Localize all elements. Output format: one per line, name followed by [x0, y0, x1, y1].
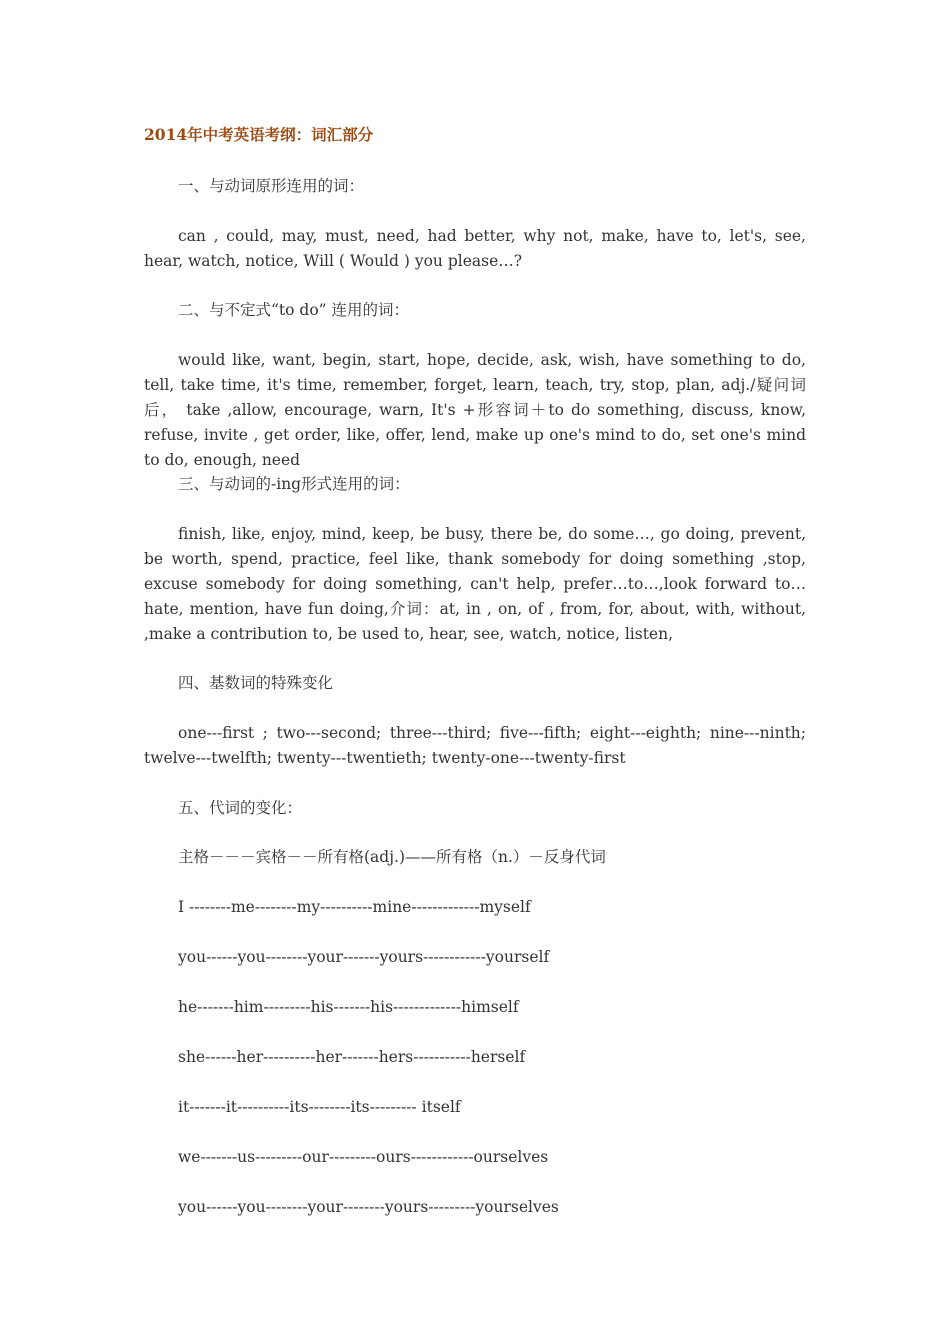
- pronoun-row: he-------him---------his-------his-------------himself: [178, 998, 519, 1016]
- document-title: 2014年中考英语考纲：词汇部分: [144, 125, 374, 144]
- pronoun-row: she------her----------her-------hers-----------herself: [178, 1048, 526, 1066]
- section1-heading: 一、与动词原形连用的词：: [178, 177, 365, 195]
- pronoun-table-header: 主格－－－宾格－－所有格(adj.)——所有格（n.）－反身代词: [178, 848, 606, 866]
- section5-heading: 五、代词的变化：: [178, 799, 303, 817]
- pronoun-row: you------you--------your--------yours---------yourselves: [178, 1198, 559, 1216]
- section2-body: would like, want, begin, start, hope, decide, ask, wish, have something to do, tell, take time, it's time, remember, forget, learn, teach, try, stop, plan, adj./疑问词后， take ,allow, encourage, warn, It's +形容词＋to do something, discuss, know, refuse, invite , get order, like, offer, lend, make up one's mind to do, set one's mind to do, enough, need: [144, 351, 806, 469]
- pronoun-row: you------you--------your-------yours------------yourself: [178, 948, 550, 966]
- pronoun-row: it-------it----------its--------its--------- itself: [178, 1098, 461, 1116]
- pronoun-row: we-------us---------our---------ours------------ourselves: [178, 1148, 549, 1166]
- section3-body: finish, like, enjoy, mind, keep, be busy, there be, do some…, go doing, prevent, be worth, spend, practice, feel like, thank somebody for doing something ,stop, excuse somebody for doing something, can't help, prefer…to…,look forward to…hate, mention, have fun doing,介词：at, in , on, of , from, for, about, with, without, ,make a contribution to, be used to, hear, see, watch, notice, listen,: [144, 525, 806, 643]
- section4-body: one---first ; two---second; three---third; five---fifth; eight---eighth; nine---ninth; twelve---twelfth; twenty---twentieth; twenty-one---twenty-first: [144, 724, 806, 767]
- pronoun-row: I --------me--------my----------mine-------------myself: [178, 898, 531, 916]
- section2-heading: 二、与不定式“to do” 连用的词：: [178, 301, 410, 319]
- section4-heading: 四、基数词的特殊变化: [178, 674, 334, 692]
- section1-body: can , could, may, must, need, had better, why not, make, have to, let's, see, hear, watch, notice, Will ( Would ) you please…?: [144, 227, 806, 270]
- section3-heading: 三、与动词的-ing形式连用的词：: [178, 475, 410, 493]
